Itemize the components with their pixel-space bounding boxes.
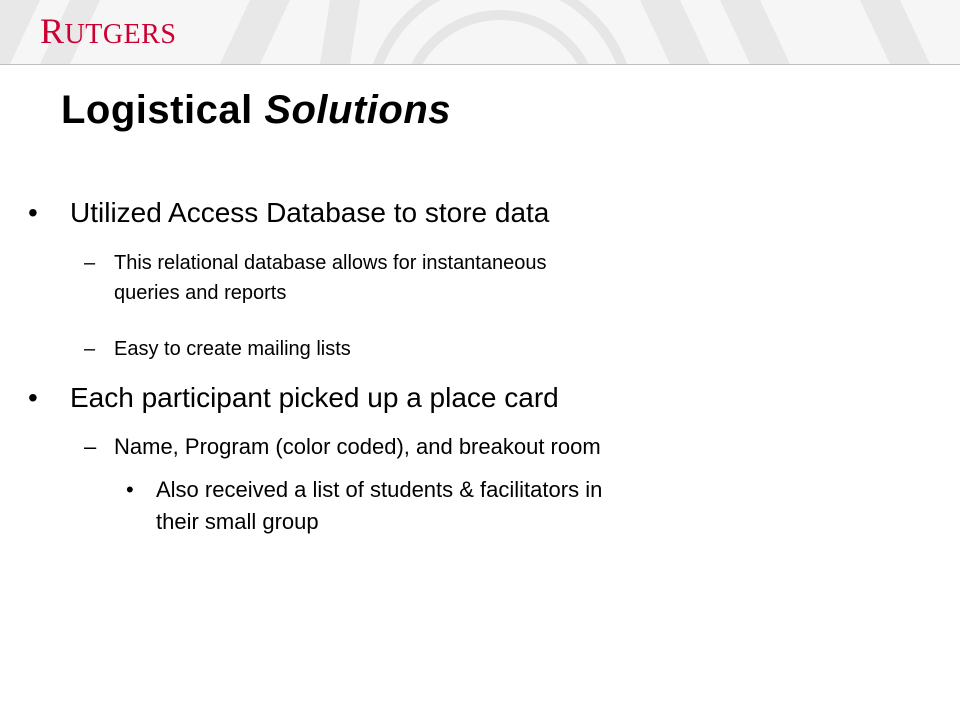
sub-sub-bullet-line-2: their small group: [156, 509, 319, 534]
title-italic: Solutions: [264, 88, 452, 132]
sub-sub-bullet-list: [126, 475, 946, 545]
sub-bullet-text: Easy to create mailing lists: [114, 338, 351, 360]
header-band: [0, 0, 960, 64]
slide-title: [61, 78, 451, 142]
bullet-marker: •: [126, 477, 134, 502]
sub-sub-bullet-line-1: Also received a list of students & facilitators in: [156, 477, 603, 502]
dash-marker: –: [84, 252, 96, 274]
bullet-marker: •: [28, 197, 38, 228]
bullet-place-card: [28, 381, 928, 415]
logo-lead-letter: R: [40, 11, 65, 51]
dash-marker: –: [84, 338, 96, 360]
sub-bullet-name-program: [84, 432, 944, 462]
bullet-text: Each participant picked up a place card: [70, 382, 559, 413]
bullet-marker: •: [28, 382, 38, 413]
sub-bullet-line-1: This relational database allows for instantaneous: [114, 252, 547, 274]
header-divider: [0, 64, 960, 65]
logo-rest: UTGERS: [64, 19, 177, 50]
dash-marker: –: [84, 434, 97, 459]
bullet-database: [28, 196, 928, 230]
sub-bullet-relational: [84, 250, 944, 306]
title-main: Logistical: [61, 88, 265, 132]
sub-bullet-mailing: [84, 336, 944, 362]
rutgers-logo: [40, 11, 176, 55]
bullet-text: Utilized Access Database to store data: [70, 197, 550, 228]
sub-bullet-text: Name, Program (color coded), and breakout room: [114, 434, 601, 459]
sub-bullet-line-2: queries and reports: [114, 282, 287, 304]
